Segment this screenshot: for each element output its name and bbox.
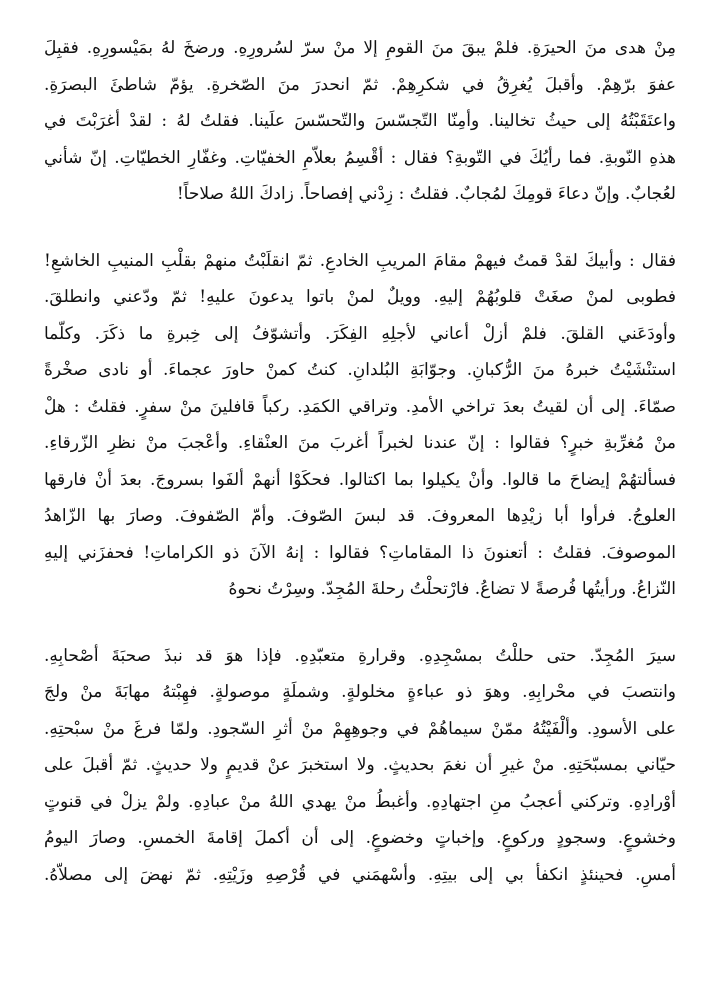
text-line: أمسِ. فحينئذٍ انكفأ بي إلى بيتِهِ. وأسْهمَني في قُرْصِهِ وزَيْتِهِ. ثمّ نهضَ إلى مصلاّهُ. — [44, 864, 676, 885]
text-line: هذهِ النّوبةِ. فما رأيُكَ في التّوبةِ؟ فقال : أقْسِمُ بعلاّمِ الخفيّاتِ. وغفّارِ الخطيّاتِ. إنّ شأني — [44, 147, 676, 168]
text-line: على الأسودِ. وألْفَيْتُهُ ممّنْ سيماهُمْ في وجوهِهِمْ منْ أثرِ السّجودِ. ولمّا فرغَ منْ سبْحتِهِ. — [44, 718, 676, 739]
text-line: استنْشَيْتُ خبرهُ منَ الرُّكبانِ. وجوّابَةِ البُلدانِ. كنتُ كمنْ حاورَ عجماءَ. أو نادى صخْرةً — [44, 360, 676, 380]
text-line: وأودَعَني القلقَ. فلمْ أزلْ أعاني لأجلِهِ الفِكَرَ. وأتشوّفُ إلى خِبرةِ ما ذكَرَ. وكلّما — [44, 323, 676, 344]
paragraph-1 — [44, 30, 676, 213]
text-line: وخشوعٍ. وسجودٍ وركوعٍ. وإخباتٍ وخضوعٍ. إلى أن أكملَ إقامةَ الخمسِ. وصارَ اليومُ — [44, 828, 676, 848]
text-line: منْ مُغرِّبةِ خبرٍ؟ فقالوا : إنّ عندنا لخبراً أغربَ منَ العنْقاءِ. وأعْجبَ منْ نظرِ الزّرقاءِ. — [44, 433, 676, 453]
text-line: النّزاعُ. ورأيتُها فُرصةً لا تضاعُ. فارْتحلْتُ رحلةَ المُجِدّ. وسِرْتُ نحوهُ — [228, 579, 676, 599]
text-line: سيرَ المُجِدّ. حتى حللْتُ بمسْجِدِهِ. وقرارةِ متعبّدِهِ. فإذا هوَ قد نبذَ صحبَةَ أصْحابِهِ. — [44, 645, 676, 666]
text-line: فقال : وأبيكَ لقدْ قمتُ فيهمْ مقامَ المريبِ الخادعِ. ثمّ انقلَبْتُ منهمْ بقلْبِ المنيبِ الخاشعِ! — [44, 250, 676, 271]
text-line: صمّاءَ. إلى أن لقيتُ بعدَ تراخي الأمدِ. وتراقي الكمَدِ. ركباً قافلينَ منْ سفرٍ. فقلتُ : هلْ — [44, 396, 676, 417]
text-line: عفوَ برّهِمْ. وأقبلَ يُغرِقُ في شكرِهِمْ. ثمّ انحدرَ منَ الصّخرةِ. يؤمّ شاطئَ البصرَةِ. — [44, 74, 676, 95]
text-line: مِنْ هدى منَ الحيرَةِ. فلمْ يبقَ منَ القومِ إلا منْ سرّ لسُرورِهِ. ورضخَ لهُ بمَيْسورِهِ. فقبِلَ — [44, 38, 676, 58]
text-line: وانتصبَ في محْرابِهِ. وهوَ ذو عباءةٍ مخلولةٍ. وشملَةٍ موصولةٍ. فهِبْتهُ مهابَةَ منْ ولجَ — [44, 682, 676, 702]
text-line: واعتَقَبْتُهُ إلى حيثُ تخالينا. وأمِنّا التّجسّسَ والتّحسّسَ علَينا. فقلتُ لهُ : لقدْ أغرَبْتَ في — [44, 111, 676, 131]
text-line: حيّاني بمسبّحَتِهِ. منْ غيرِ أن نغمَ بحديثٍ. ولا استخبرَ عنْ قديمٍ ولا حديثٍ. ثمّ أقبلَ على — [44, 755, 676, 775]
text-line: الموصوفَ. فقلتُ : أتعنونَ ذا المقاماتِ؟ فقالوا : إنهُ الآنَ ذو الكراماتِ! فحفزَني إليهِ — [44, 542, 676, 563]
paragraph-3 — [44, 638, 676, 894]
text-line: لعُجابٌ. وإنّ دعاءَ قومِكَ لمُجابٌ. فقلتُ : زِدْني إفصاحاً. زادكَ اللهُ صلاحاً! — [176, 184, 676, 204]
document-page — [44, 30, 676, 923]
text-line: العلوجُ. فرأوا أبا زيْدِها المعروفَ. قد لبسَ الصّوفَ. وأمّ الصّفوفَ. وصارَ بها الزّاهدُ — [44, 506, 676, 526]
text-line: فسألتهُمْ إيضاحَ ما قالوا. وأنْ يكيلوا بما اكتالوا. فحكَوْا أنهمْ ألفَوا بسروجَ. بعدَ أنْ فارقها — [44, 469, 676, 490]
paragraph-2 — [44, 243, 676, 608]
text-line: أوْرادِهِ. وتركني أعجبُ منِ اجتهادِهِ. وأغبطُ منْ يهدي اللهُ منْ عبادِهِ. ولمْ يزلْ في قنوتٍ — [44, 791, 676, 812]
text-line: فطوبى لمنْ صغَتْ قلوبُهُمْ إليهِ. وويلٌ لمنْ باتوا يدعونَ عليهِ! ثمّ ودّعني وانطلقَ. — [44, 287, 676, 307]
